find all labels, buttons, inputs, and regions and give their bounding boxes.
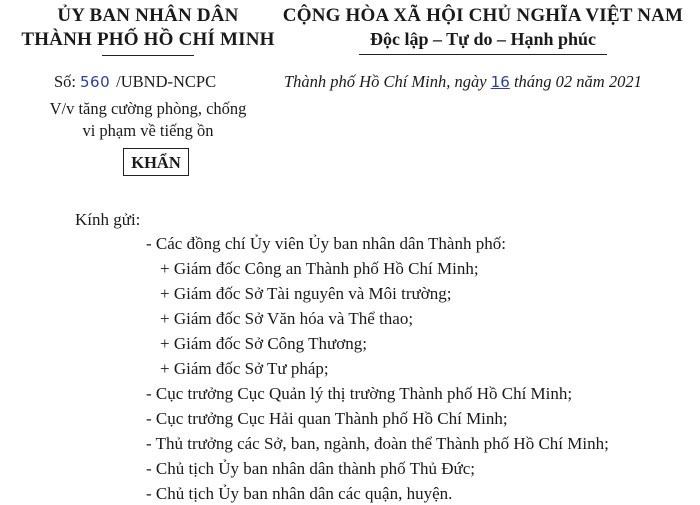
recipient-item: + Giám đốc Sở Văn hóa và Thể thao; (160, 309, 414, 328)
recipient-item: - Các đồng chí Ủy viên Ủy ban nhân dân Thành phố: (146, 234, 506, 253)
authority-underline (102, 55, 194, 56)
national-motto: Độc lập – Tự do – Hạnh phúc (369, 29, 597, 49)
nation-name: CỘNG HÒA XÃ HỘI CHỦ NGHĨA VIỆT NAM (282, 5, 684, 26)
recipient-item: + Giám đốc Công an Thành phố Hồ Chí Minh; (160, 259, 479, 278)
place-date-prefix: Thành phố Hồ Chí Minh, ngày (284, 72, 487, 91)
number-prefix: Số: (54, 72, 77, 91)
urgency-stamp: KHẨN (123, 148, 189, 176)
authority-line-2: THÀNH PHỐ HỒ CHÍ MINH (21, 29, 275, 50)
subject-line-2: vi phạm về tiếng ồn (82, 121, 214, 140)
recipient-item: - Cục trưởng Cục Quản lý thị trường Thành phố Hồ Chí Minh; (146, 384, 573, 403)
subject-summary (8, 98, 288, 142)
recipient-item: - Cục trưởng Cục Hải quan Thành phố Hồ Chí Minh; (146, 409, 508, 428)
document-number (54, 72, 216, 92)
recipient-item: - Chủ tịch Ủy ban nhân dân các quận, huyện. (146, 484, 453, 503)
issuing-authority (8, 4, 288, 56)
handwritten-day: 16 (490, 73, 510, 91)
subject-line-1: V/v tăng cường phòng, chống (49, 99, 247, 118)
handwritten-number: 560 (80, 73, 111, 91)
number-suffix: /UBND-NCPC (116, 72, 217, 91)
place-date-suffix: tháng 02 năm 2021 (513, 72, 642, 91)
recipient-item: + Giám đốc Sở Tài nguyên và Môi trường; (160, 284, 452, 303)
greeting: Kính gửi: (75, 210, 141, 229)
authority-line-1: ỦY BAN NHÂN DÂN (57, 5, 239, 26)
recipient-item: + Giám đốc Sở Công Thương; (160, 334, 367, 353)
recipient-item: - Thủ trưởng các Sở, ban, ngành, đoàn thể Thành phố Hồ Chí Minh; (146, 434, 609, 453)
place-and-date (284, 72, 642, 92)
motto-underline (359, 54, 607, 55)
national-heading (268, 4, 698, 55)
recipient-item: - Chủ tịch Ủy ban nhân dân thành phố Thủ Đức; (146, 459, 476, 478)
recipient-item: + Giám đốc Sở Tư pháp; (160, 359, 329, 378)
